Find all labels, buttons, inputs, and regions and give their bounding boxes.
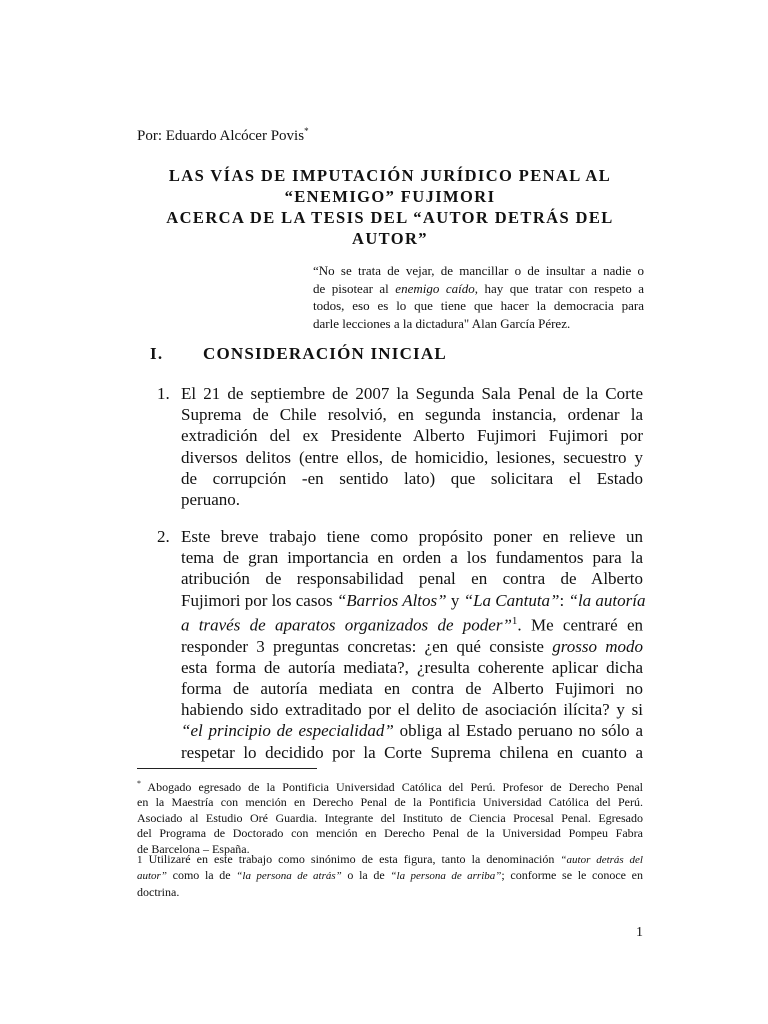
footnote-line [137,852,643,868]
paragraph-line [181,590,646,611]
author-name: Por: Eduardo Alcócer Povis [137,128,305,144]
footnote-line: Asociado al Estudio Oré Guardia. Integrante del Instituto de Ciencia Procesal Penal. Egresado [137,810,643,825]
paragraph-body [181,526,646,763]
paragraph-line: respetar lo decidido por la Corte Suprema chilena en cuanto a [181,742,643,762]
text-run: responder 3 preguntas concretas: ¿en qué consiste [181,636,553,656]
italic-run: autor” [137,870,167,883]
italic-run: “La Cantuta” [463,590,560,610]
author-line [137,126,309,145]
epigraph-line-3: todos, eso es lo que tiene que hacer la democracia para [313,298,644,313]
italic-run: “la autoría [568,590,646,610]
text-run: ; conforme se le conoce en [501,868,643,883]
text-run: o la de [341,868,391,883]
epigraph-line-1: “No se trata de vejar, de mancillar o de insultar a nadie o [313,263,644,278]
paragraph-line: extradición del ex Presidente Alberto Fujimori Fujimori por [181,426,643,446]
footnote-1 [137,852,643,900]
paragraph-line: El 21 de septiembre de 2007 la Segunda Sala Penal de la Corte [181,384,643,403]
footnote-ref: 1 [511,614,518,627]
text-run: . Me centraré en [517,615,643,635]
italic-run: a través de aparatos organizados de poder” [181,615,512,635]
paragraph-line: diversos delitos (entre ellos, de homicidio, lesiones, secuestro y [181,447,643,467]
footnote-line: del Programa de Doctorado con mención en Derecho Penal de la Universidad Pompeu Fabra [137,826,643,841]
paragraph-line [181,636,643,657]
paragraph-line: peruano. [181,490,241,510]
footnote-line: en la Maestría con mención en Derecho Penal de la Pontificia Universidad Católica del Perú. [137,795,643,810]
text-run: y [446,590,464,610]
section-number: I. [150,344,164,363]
epigraph-italic: enemigo caído [395,280,475,296]
paragraph-number: 1. [157,384,170,403]
section-heading [150,344,447,364]
footnote-author [137,776,643,857]
epigraph-line-4: darle lecciones a la dictadura" Alan García Pérez. [313,315,571,331]
paragraph-line: forma de autoría mediata en contra de Alberto Fujimori no [181,679,643,699]
paragraph-line: Este breve trabajo tiene como propósito poner en relieve un [181,527,643,546]
section-title: CONSIDERACIÓN INICIAL [203,344,447,363]
paragraph-body [181,383,643,510]
page-number: 1 [636,925,643,940]
paragraph-line: esta forma de autoría mediata?, ¿resulta coherente aplicar dicha [181,657,643,677]
title-line-4: AUTOR” [352,229,428,248]
document-title [150,165,630,249]
title-line-3: ACERCA DE LA TESIS DEL “AUTOR DETRÁS DEL [166,208,614,227]
text-run: obliga al Estado peruano no sólo a [393,721,643,741]
footnote-line [137,776,643,795]
text-run: : [559,590,569,610]
title-line-2: “ENEMIGO” FUJIMORI [284,187,496,206]
footnote-line: de Barcelona – España. [137,841,250,856]
italic-run: grosso modo [552,636,643,656]
paragraph-line [181,720,643,741]
paragraph-line: tema de gran importancia en orden a los fundamentos para la [181,548,643,568]
paragraph-line: Suprema de Chile resolvió, en segunda instancia, ordenar la [181,405,643,425]
text-run: como la de [166,868,237,883]
paragraph-line: atribución de responsabilidad penal en contra de Alberto [181,569,643,589]
footnote-divider [137,768,317,769]
footnote-line: doctrina. [137,884,180,899]
epigraph-quote [313,262,644,332]
italic-run: “la persona de atrás” [236,870,342,883]
text-run: Fujimori por los casos [181,590,337,610]
italic-run: “autor detrás del [560,854,643,866]
footnote-line [137,868,643,884]
paragraph-line: de corrupción -en sentido lato) que solicitara el Estado [181,468,643,488]
author-footnote-mark: * [304,126,309,136]
paragraph-number: 2. [157,527,170,546]
epigraph-text: de pisotear al [313,280,396,296]
text-run: Abogado egresado de la Pontificia Universidad Católica del Perú. Profesor de Derecho Penal [141,780,643,794]
paragraph-line: habiendo sido extraditado por el delito de asociación ilícita? y si [181,700,643,720]
epigraph-text: , hay que tratar con respeto a [474,280,644,296]
italic-run: “la persona de arriba” [390,870,502,883]
footnote-mark: 1 [137,854,143,866]
italic-run: “el principio de especialidad” [181,721,394,741]
italic-run: “Barrios Altos” [336,590,447,610]
epigraph-line-2 [313,280,644,298]
paragraph-line [181,611,643,636]
text-run: Utilizaré en este trabajo como sinónimo de esta figura, tanto la denominación [142,852,561,866]
footnote-mark: * [137,779,141,788]
title-line-1: LAS VÍAS DE IMPUTACIÓN JURÍDICO PENAL AL [168,166,612,185]
